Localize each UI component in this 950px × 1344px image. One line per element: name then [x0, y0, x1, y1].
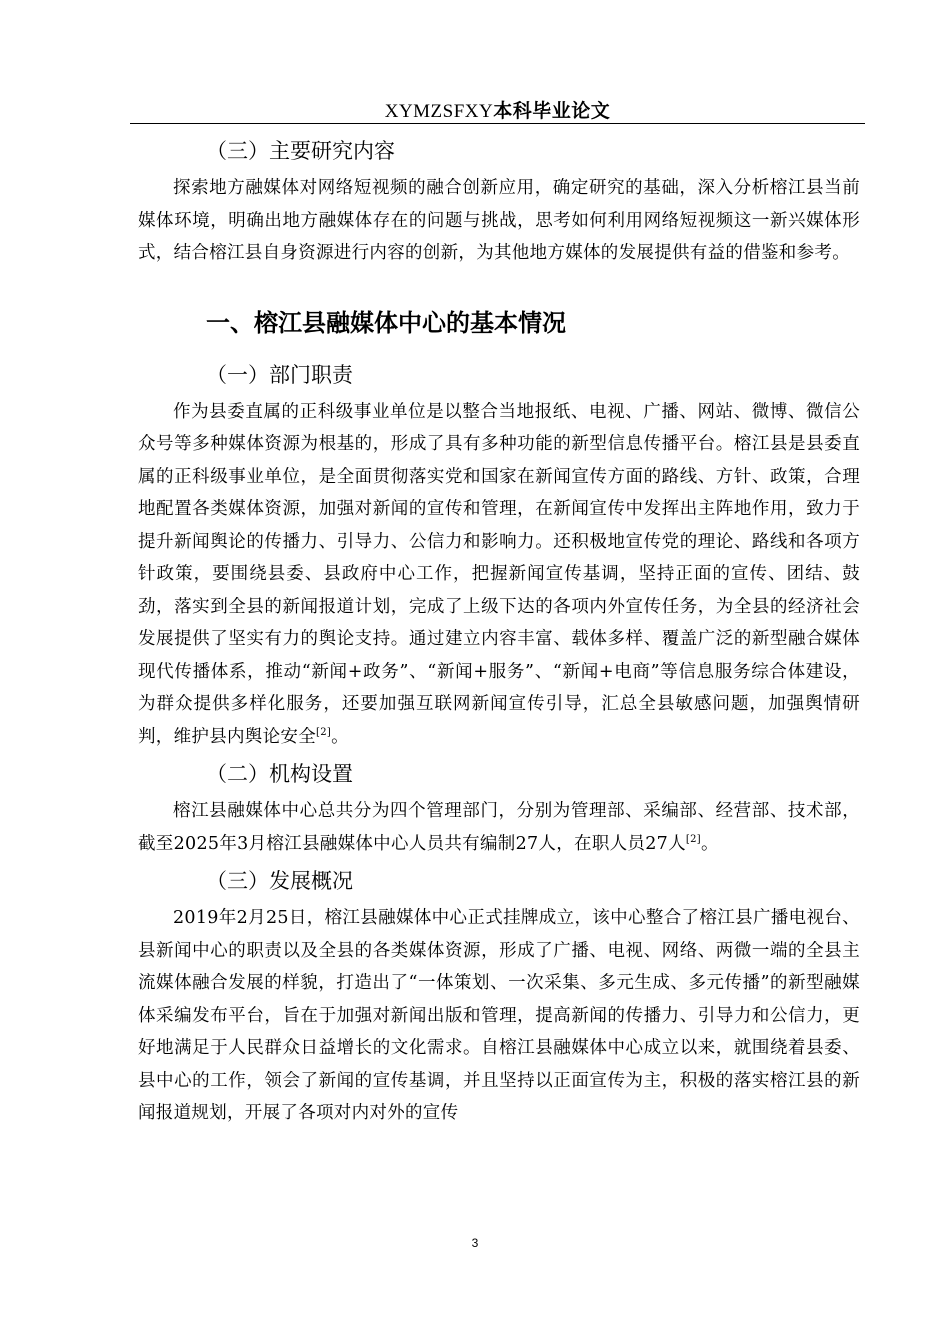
- page-body: [138, 132, 860, 1130]
- paragraph-development: 2019年2月25日，榕江县融媒体中心正式挂牌成立，该中心整合了榕江县广播电视台、县新闻中心的职责以及全县的各类媒体资源，形成了广播、电视、网络、两微一端的全县主流媒体融合发展的样貌，打造出了“一体策划、一次采集、多元生成、多元传播”的新型融媒体采编发布平台，旨在于加强对新闻出版和管理，提高新闻的传播力、引导力和公信力，更好地满足于人民群众日益增长的文化需求。自榕江县融媒体中心成立以来，就围绕着县委、县中心的工作，领会了新闻的宣传基调，并且坚持以正面宣传为主，积极的落实榕江县的新闻报道规划，开展了各项对内对外的宣传: [138, 908, 860, 1123]
- section-heading-development: （三）发展概况: [206, 869, 353, 893]
- paragraph-organization-text: 榕江县融媒体中心总共分为四个管理部门，分别为管理部、采编部、经营部、技术部，截至2025年3月榕江县融媒体中心人员共有编制27人，在职人员27人: [138, 801, 860, 854]
- paragraph-duties-text: 作为县委直属的正科级事业单位是以整合当地报纸、电视、广播、网站、微博、微信公众号等多种媒体资源为根基的，形成了具有多种功能的新型信息传播平台。榕江县是县委直属的正科级事业单位，是全面贯彻落实党和国家在新闻宣传方面的路线、方针、政策，合理地配置各类媒体资源，加强对新闻的宣传和管理，在新闻宣传中发挥出主阵地作用，致力于提升新闻舆论的传播力、引导力、公信力和影响力。还积极地宣传党的理论、路线和各项方针政策，要围绕县委、县政府中心工作，把握新闻宣传基调，坚持正面的宣传、团结、鼓劲，落实到全县的新闻报道计划，完成了上级下达的各项内外宣传任务，为全县的经济社会发展提供了坚实有力的舆论支持。通过建立内容丰富、载体多样、覆盖广泛的新型融合媒体现代传播体系，推动“新闻+政务”、“新闻+服务”、“新闻+电商”等信息服务综合体建设，为群众提供多样化服务，还要加强互联网新闻宣传引导，汇总全县敏感问题，加强舆情研判，维护县内舆论安全: [138, 401, 860, 747]
- chapter-heading: 一、榕江县融媒体中心的基本情况: [206, 308, 566, 337]
- paragraph-duties: [138, 396, 860, 754]
- section-heading-organization: （二）机构设置: [206, 762, 353, 786]
- citation-marker: [2]: [685, 833, 701, 845]
- section-heading-duties: （一）部门职责: [206, 362, 353, 387]
- citation-marker: [2]: [316, 726, 332, 738]
- paragraph-organization: [138, 795, 860, 860]
- header-school-code: XYMZSFXY: [384, 101, 494, 122]
- header-rule: [130, 123, 865, 124]
- paragraph-organization-end: 。: [700, 833, 719, 854]
- section-heading-research-content: （三）主要研究内容: [206, 139, 395, 163]
- page-number: 3: [471, 1236, 479, 1250]
- paragraph-research-content: 探索地方融媒体对网络短视频的融合创新应用，确定研究的基础，深入分析榕江县当前媒体环境，明确出地方融媒体存在的问题与挑战，思考如何利用网络短视频这一新兴媒体形式，结合榕江县自身资源进行内容的创新，为其他地方媒体的发展提供有益的借鉴和参考。: [138, 178, 860, 263]
- header-thesis-label: 本科毕业论文: [493, 100, 611, 122]
- paragraph-duties-end: 。: [331, 726, 349, 747]
- running-header: [130, 96, 865, 123]
